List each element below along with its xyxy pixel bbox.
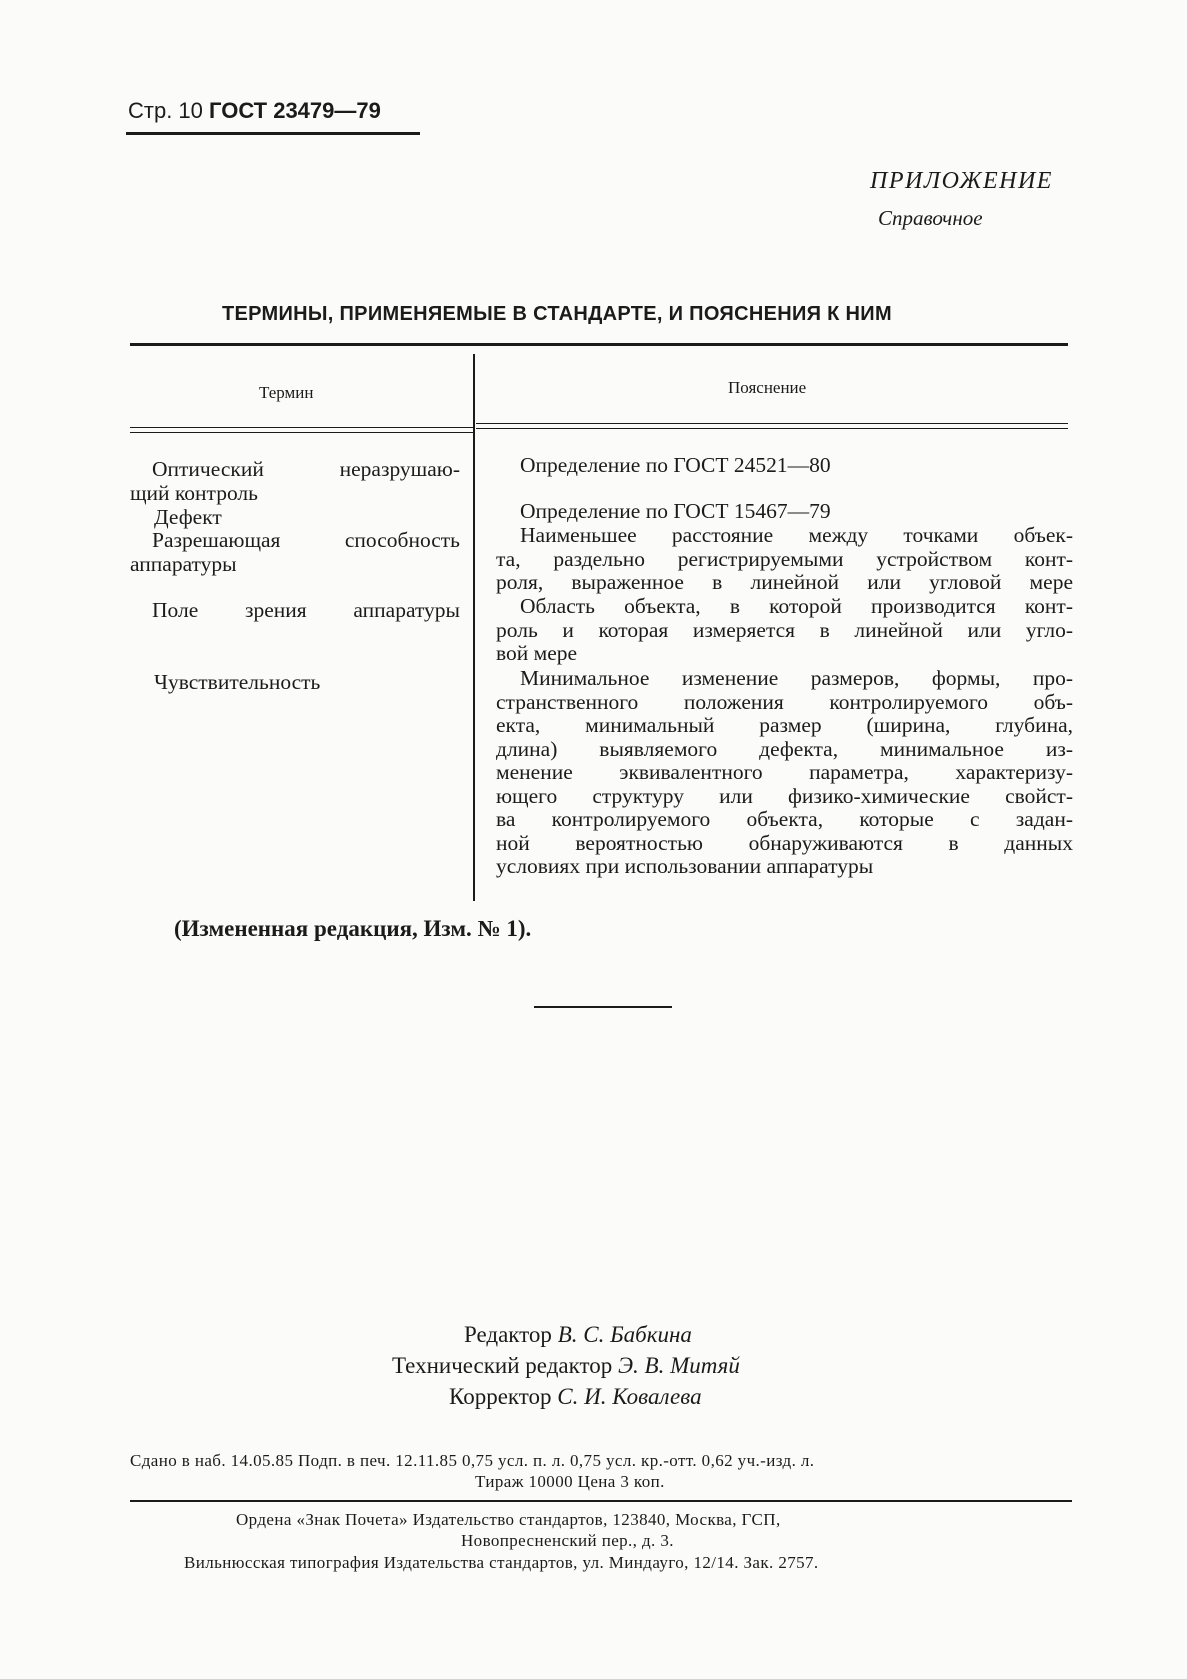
explanation-cell	[496, 524, 1073, 595]
term-cell	[130, 458, 460, 505]
editor-label: Редактор	[464, 1322, 552, 1347]
explanation-line: вой мере	[496, 641, 578, 665]
document-title: ТЕРМИНЫ, ПРИМЕНЯЕМЫЕ В СТАНДАРТЕ, И ПОЯСНЕНИЯ К НИМ	[222, 303, 892, 325]
explanation-line: роля, выраженное в линейной или угловой мере	[496, 570, 1073, 594]
explanation-line: екта, минимальный размер (ширина, глубина,	[496, 713, 1073, 737]
appendix-title: ПРИЛОЖЕНИЕ	[870, 168, 1053, 194]
imprint-line: Тираж 10000 Цена 3 коп.	[475, 1472, 665, 1491]
explanation-line: Область объекта, в которой производится конт-	[520, 594, 1073, 618]
tech-editor-name: Э. В. Митяй	[617, 1353, 740, 1378]
corrector-label: Корректор	[449, 1384, 552, 1409]
column-header-term: Термин	[259, 383, 314, 402]
explanation-line: Определение по ГОСТ 24521—80	[520, 453, 831, 477]
imprint-line: Сдано в наб. 14.05.85 Подп. в печ. 12.11.85 0,75 усл. п. л. 0,75 усл. кр.-отт. 0,62 уч.-изд. л.	[130, 1451, 815, 1470]
explanation-line: странственного положения контролируемого объ-	[496, 689, 1073, 714]
table-top-rule	[130, 343, 1068, 346]
explanation-cell	[496, 500, 1073, 524]
editor-name: В. С. Бабкина	[557, 1322, 692, 1347]
table-column-divider	[473, 354, 475, 901]
corrector-name: С. И. Ковалева	[557, 1384, 702, 1409]
term-line: Оптический неразрушаю-	[152, 457, 460, 481]
page-number: Стр. 10	[128, 98, 203, 123]
editor-credit	[464, 1322, 692, 1348]
term-line: Дефект	[154, 505, 222, 529]
table-header-rule	[130, 427, 474, 428]
term-cell	[154, 506, 484, 530]
table-header-rule	[476, 428, 1068, 429]
explanation-line: менение эквивалентного параметра, характеризу-	[496, 760, 1073, 784]
term-cell	[130, 599, 460, 623]
explanation-cell	[496, 595, 1073, 666]
explanation-line: роль и которая измеряется в линейной или угло-	[496, 617, 1073, 642]
explanation-line: ющего структуру или физико-химические свойст-	[496, 783, 1073, 808]
term-line: щий контроль	[130, 480, 258, 505]
explanation-line: условиях при использовании аппаратуры	[496, 854, 874, 878]
imprint-rule	[130, 1500, 1072, 1502]
appendix-note: Справочное	[878, 206, 983, 230]
tech-editor-label: Технический редактор	[392, 1353, 613, 1378]
explanation-cell	[496, 454, 1073, 478]
table-header-rule	[476, 423, 1068, 424]
term-line: аппаратуры	[130, 551, 237, 576]
term-line: Чувствительность	[154, 670, 321, 694]
explanation-line: Определение по ГОСТ 15467—79	[520, 499, 831, 523]
column-header-explanation: Пояснение	[728, 378, 807, 397]
term-cell	[154, 671, 484, 695]
term-cell	[130, 529, 460, 576]
imprint-line: Новопресненский пер., д. 3.	[461, 1531, 674, 1550]
term-line: Разрешающая способность	[152, 528, 460, 552]
imprint-line: Ордена «Знак Почета» Издательство стандартов, 123840, Москва, ГСП,	[236, 1510, 781, 1529]
explanation-line: та, раздельно регистрируемыми устройством конт-	[496, 546, 1073, 571]
table-header-rule	[130, 432, 474, 433]
corrector-credit	[449, 1384, 702, 1410]
explanation-line: ной вероятностью обнаруживаются в данных	[496, 830, 1073, 855]
header-underline	[126, 132, 420, 135]
page-header	[128, 98, 381, 124]
imprint-line: Вильнюсская типография Издательства стандартов, ул. Миндауго, 12/14. Зак. 2757.	[184, 1553, 819, 1572]
explanation-cell	[496, 667, 1073, 879]
term-line: Поле зрения аппаратуры	[152, 598, 460, 622]
standard-code: ГОСТ 23479—79	[209, 98, 381, 123]
explanation-line: длина) выявляемого дефекта, минимальное из-	[496, 736, 1073, 761]
revision-note: (Измененная редакция, Изм. № 1).	[174, 916, 532, 941]
explanation-line: Минимальное изменение размеров, формы, про-	[520, 666, 1073, 690]
tech-editor-credit	[392, 1353, 740, 1379]
explanation-line: ва контролируемого объекта, которые с задан-	[496, 807, 1073, 831]
section-end-rule	[534, 1006, 672, 1008]
explanation-line: Наименьшее расстояние между точками объек-	[520, 523, 1073, 547]
